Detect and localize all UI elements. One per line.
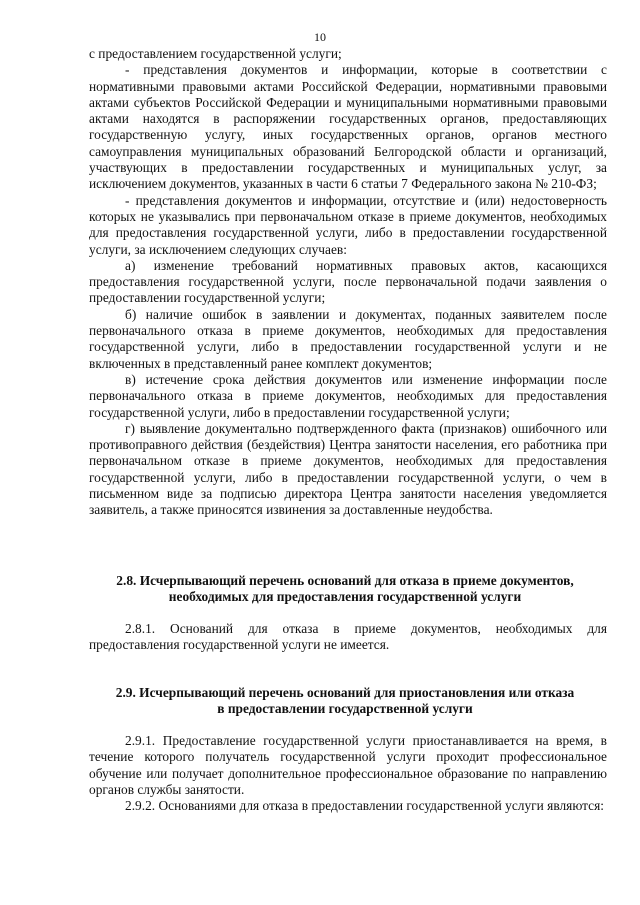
paragraph-2-9-2: 2.9.2. Основаниями для отказа в предоставлении государственной услуги являются: xyxy=(125,798,604,814)
paragraph-item-b: б) наличие ошибок в заявлении и документах, поданных заявителем после первоначального отказа в приеме документов, необходимых для предоставления государственной услуги, либо в предоставлении государственной услуги и не включенных в представленный ранее комплект документов; xyxy=(89,306,607,371)
paragraph-2-9-1: 2.9.1. Предоставление государственной услуги приостанавливается на время, в течение которого получатель государственной услуги проходит профессиональное обучение или получает дополнительное профессиональное образование по направлению органов службы занятости. xyxy=(89,733,607,797)
section-2-8-heading-line-1: 2.8. Исчерпывающий перечень оснований для отказа в приеме документов, xyxy=(116,573,574,588)
paragraph-item-v: в) истечение срока действия документов или изменение информации после первоначального отказа в приеме документов, необходимых для предоставления государственной услуги, либо в предоставлении государственной услуги; xyxy=(89,371,607,420)
section-2-8-heading xyxy=(80,573,610,606)
paragraph-item-g: г) выявление документально подтвержденного факта (признаков) ошибочного или противоправного действия (бездействия) Центра занятости населения, его работника при первоначальном отказе в приеме документов, необходимых для предоставления государственной услуги, либо в предоставлении государственной услуги, о чем в письменном виде за подписью директора Центра занятости населения уведомляется заявитель, а также приносятся извинения за доставленные неудобства. xyxy=(89,420,607,518)
paragraph-representation-missing: - представления документов и информации, отсутствие и (или) недостоверность которых не указывались при первоначальном отказе в приеме документов, необходимых для предоставления государственной услуги, либо в предоставлении государственной услуги, за исключением следующих случаев: xyxy=(89,192,607,257)
paragraph-representation-documents: - представления документов и информации, которые в соответствии с нормативными правовыми актами Российской Федерации, нормативными правовыми актами субъектов Российской Федерации и муниципальными нормативными правовыми актами находятся в распоряжении государственных органов, предоставляющих государственную услугу, иных государственных органов, органов местного самоуправления муниципальных образований Белгородской области и организаций, участвующих в предоставлении государственных и муниципальных услуг, за исключением документов, указанных в части 6 статьи 7 Федерального закона № 210-ФЗ; xyxy=(89,62,607,192)
section-2-9-heading-line-1: 2.9. Исчерпывающий перечень оснований для приостановления или отказа xyxy=(115,685,575,700)
section-2-8-body xyxy=(89,621,607,654)
paragraph-2-8-1: 2.8.1. Оснований для отказа в приеме документов, необходимых для предоставления государственной услуги не имеется. xyxy=(89,621,607,653)
page-number: 10 xyxy=(314,30,326,44)
section-2-9-heading xyxy=(80,685,610,718)
section-2-9-heading-line-2: в предоставлении государственной услуги xyxy=(217,701,473,717)
paragraph-item-a: а) изменение требований нормативных правовых актов, касающихся предоставления государственной услуги, после первоначальной подачи заявления о предоставлении государственной услуги; xyxy=(89,257,607,306)
paragraph-continuation: с предоставлением государственной услуги; xyxy=(89,46,342,61)
body-text-block-1 xyxy=(89,46,607,519)
section-2-8-heading-line-2: необходимых для предоставления государственной услуги xyxy=(168,589,522,605)
section-2-9-body xyxy=(89,733,607,814)
